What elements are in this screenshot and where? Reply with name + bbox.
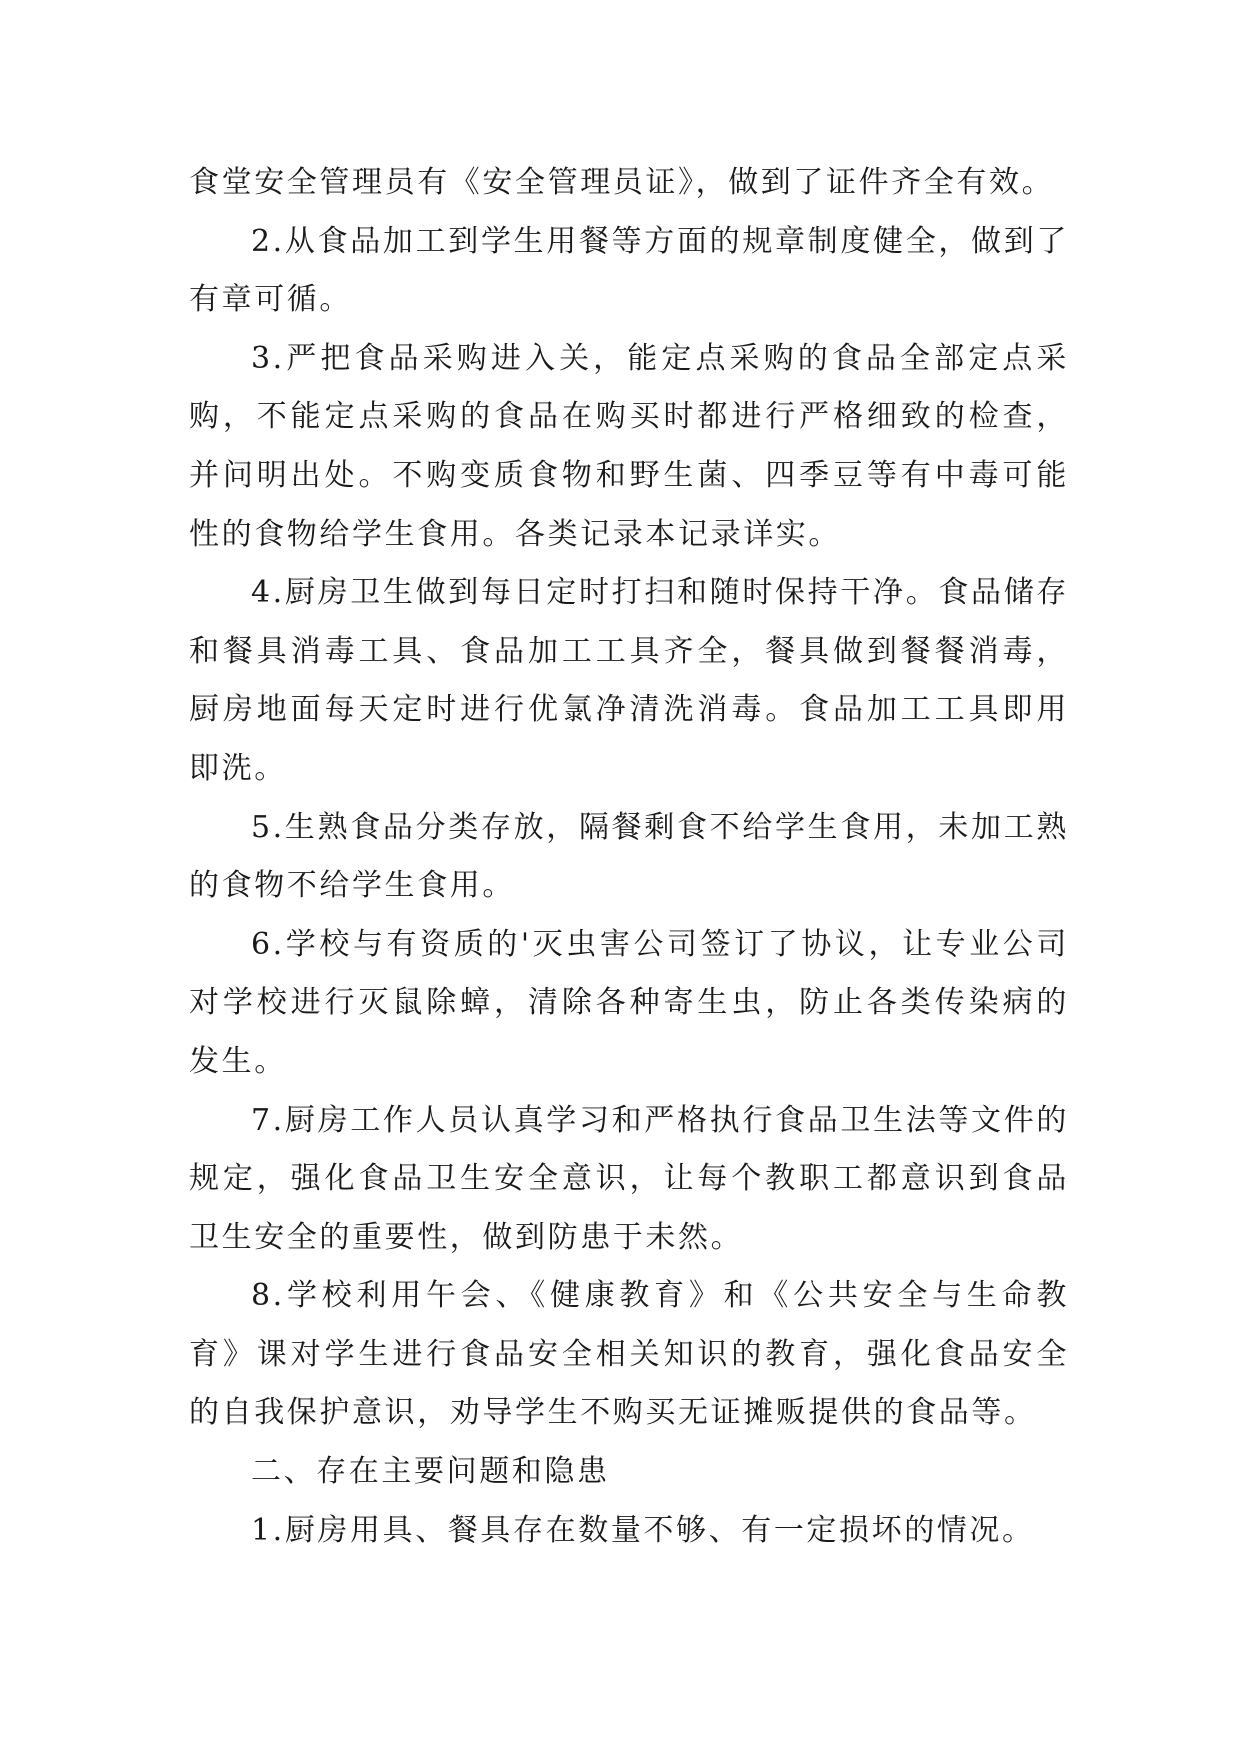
paragraph-item-6: 6.学校与有资质的'灭虫害公司签订了协议，让专业公司对学校进行灭鼠除蟑，清除各种寄生虫，防止各类传染病的发生。 (189, 926, 1069, 1079)
paragraph-item-4: 4.厨房卫生做到每日定时打扫和随时保持干净。食品储存和餐具消毒工具、食品加工工具齐全，餐具做到餐餐消毒，厨房地面每天定时进行优氯净清洗消毒。食品加工工具即用即洗。 (189, 575, 1069, 786)
paragraph-item-7: 7.厨房工作人员认真学习和严格执行食品卫生法等文件的规定，强化食品卫生安全意识，让每个教职工都意识到食品卫生安全的重要性，做到防患于未然。 (189, 1102, 1069, 1255)
paragraph-item-5: 5.生熟食品分类存放，隔餐剩食不给学生食用，未加工熟的食物不给学生食用。 (189, 809, 1069, 904)
paragraph-item-3: 3.严把食品采购进入关，能定点采购的食品全部定点采购，不能定点采购的食品在购买时都进行严格细致的检查，并问明出处。不购变质食物和野生菌、四季豆等有中毒可能性的食物给学生食用。各类记录本记录详实。 (189, 340, 1069, 552)
paragraph-item-2: 2.从食品加工到学生用餐等方面的规章制度健全，做到了有章可循。 (189, 223, 1069, 318)
document-body (189, 154, 1069, 1560)
section-heading-problems: 二、存在主要问题和隐患 (251, 1454, 610, 1490)
paragraph-certificate: 食堂安全管理员有《安全管理员证》，做到了证件齐全有效。 (189, 165, 1055, 200)
paragraph-problem-1: 1.厨房用具、餐具存在数量不够、有一定损坏的情况。 (251, 1512, 1035, 1548)
paragraph-item-8: 8.学校利用午会、《健康教育》和《公共安全与生命教育》课对学生进行食品安全相关知识的教育，强化食品安全的自我保护意识，劝导学生不购买无证摊贩提供的食品等。 (189, 1278, 1069, 1431)
